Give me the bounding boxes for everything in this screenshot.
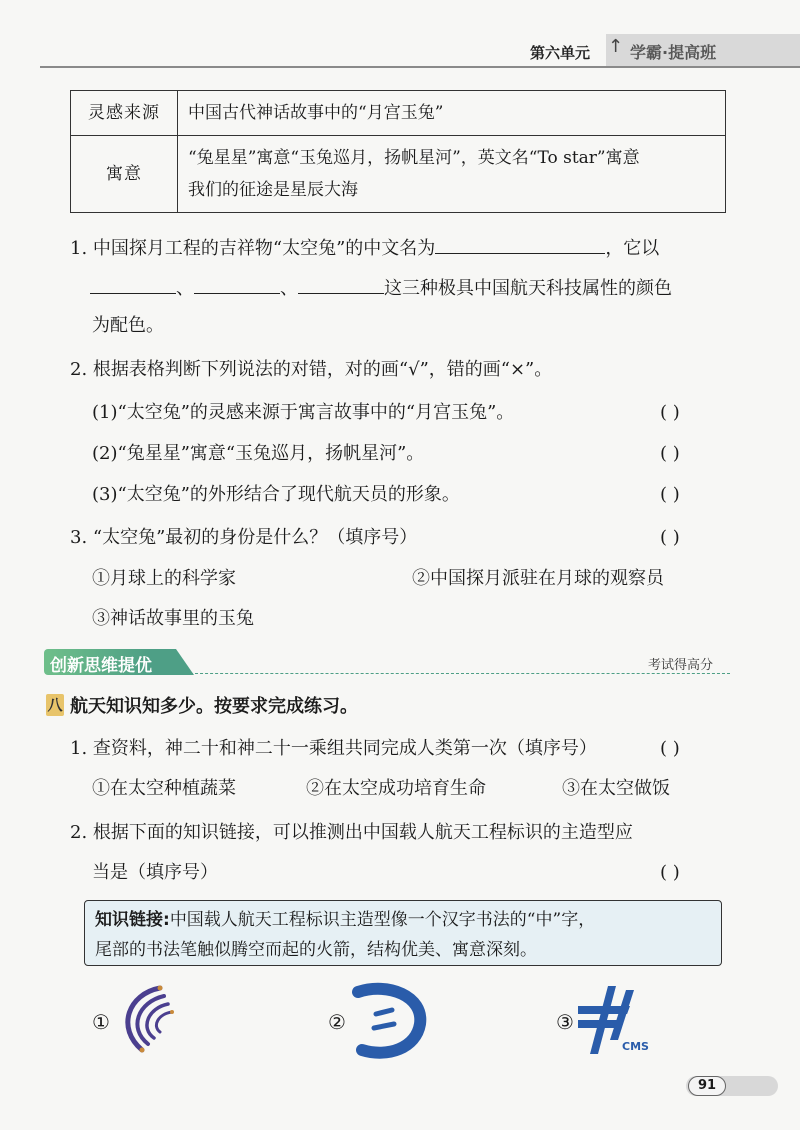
answer-paren[interactable]: ( ) xyxy=(660,862,680,883)
q3-option: ③神话故事里的玉兔 xyxy=(92,608,254,629)
q8-1-stem: 1. 查资料，神二十和神二十一乘组共同完成人类第一次（填序号） xyxy=(70,738,597,759)
table-row xyxy=(71,91,726,136)
header-rule xyxy=(40,66,800,68)
q8-1-option: ②在太空成功培育生命 xyxy=(306,778,486,799)
knowledge-line: 知识链接:中国载人航天工程标识主造型像一个汉字书法的“中”字， xyxy=(95,910,596,930)
answer-blank[interactable] xyxy=(435,233,605,254)
q2-item: (3)“太空兔”的外形结合了现代航天员的形象。 xyxy=(92,484,460,505)
answer-paren[interactable]: ( ) xyxy=(660,738,680,759)
logo-option-label: ② xyxy=(328,1010,346,1034)
answer-paren[interactable]: ( ) xyxy=(660,484,680,505)
q2-item: (2)“兔星星”寓意“玉兔巡月，扬帆星河”。 xyxy=(92,443,425,464)
brand-label: 学霸·提高班 xyxy=(630,43,717,62)
q8-1-option: ③在太空做饭 xyxy=(562,778,670,799)
table-value-line: “兔星星”寓意“玉兔巡月，扬帆星河”，英文名“To star”寓意 xyxy=(188,148,640,168)
q8-2-line1: 2. 根据下面的知识链接，可以推测出中国载人航天工程标识的主造型应 xyxy=(70,822,633,843)
arrow-up-icon: ↑ xyxy=(608,36,624,57)
answer-paren[interactable]: ( ) xyxy=(660,402,680,423)
table-label: 寓意 xyxy=(71,136,178,213)
answer-paren[interactable]: ( ) xyxy=(660,527,680,548)
page-number: 91 xyxy=(688,1076,726,1096)
q3-option: ②中国探月派驻在月球的观察员 xyxy=(412,568,664,589)
section-banner-label: 创新思维提优 xyxy=(50,656,152,676)
section-right-label: 考试得高分 xyxy=(648,658,714,673)
table-value xyxy=(178,136,726,213)
q3-stem: 3. “太空兔”最初的身份是什么？（填序号） xyxy=(70,527,418,548)
knowledge-box xyxy=(84,900,722,966)
answer-blank[interactable] xyxy=(194,273,280,294)
arc-logo-icon[interactable] xyxy=(112,980,192,1060)
question-number-badge: 八 xyxy=(47,696,63,714)
q1-line1: 1. 中国探月工程的吉祥物“太空兔”的中文名为 ，它以 xyxy=(70,233,659,262)
cms-label: CMS xyxy=(622,1040,649,1053)
logo-option-label: ③ xyxy=(556,1010,574,1034)
table-label: 灵感来源 xyxy=(71,91,178,136)
answer-blank[interactable] xyxy=(90,273,176,294)
table-value xyxy=(178,91,726,136)
section-rule xyxy=(190,673,730,674)
q2-item: (1)“太空兔”的灵感来源于寓言故事中的“月宫玉兔”。 xyxy=(92,402,515,423)
info-table xyxy=(70,90,726,213)
unit-label: 第六单元 xyxy=(530,44,591,62)
table-value-line: 中国古代神话故事中的“月宫玉兔” xyxy=(188,103,444,123)
table-value-line: 我们的征途是星辰大海 xyxy=(188,180,358,200)
swirl-logo-icon[interactable] xyxy=(348,978,432,1062)
cms-logo-icon[interactable] xyxy=(578,984,658,1056)
knowledge-line: 尾部的书法笔触似腾空而起的火箭，结构优美、寓意深刻。 xyxy=(95,940,537,960)
q2-stem: 2. 根据表格判断下列说法的对错，对的画“√”，错的画“×”。 xyxy=(70,359,553,380)
q8-title: 航天知识知多少。按要求完成练习。 xyxy=(70,696,358,717)
q8-2-line2: 当是（填序号） xyxy=(92,862,218,883)
q3-option: ①月球上的科学家 xyxy=(92,568,236,589)
q8-1-option: ①在太空种植蔬菜 xyxy=(92,778,236,799)
logo-option-label: ① xyxy=(92,1010,110,1034)
q1-line3: 为配色。 xyxy=(92,315,164,336)
answer-blank[interactable] xyxy=(298,273,384,294)
table-row xyxy=(71,136,726,213)
knowledge-label: 知识链接: xyxy=(95,910,170,930)
q1-line2: 、 、 这三种极具中国航天科技属性的颜色 xyxy=(70,273,672,302)
answer-paren[interactable]: ( ) xyxy=(660,443,680,464)
